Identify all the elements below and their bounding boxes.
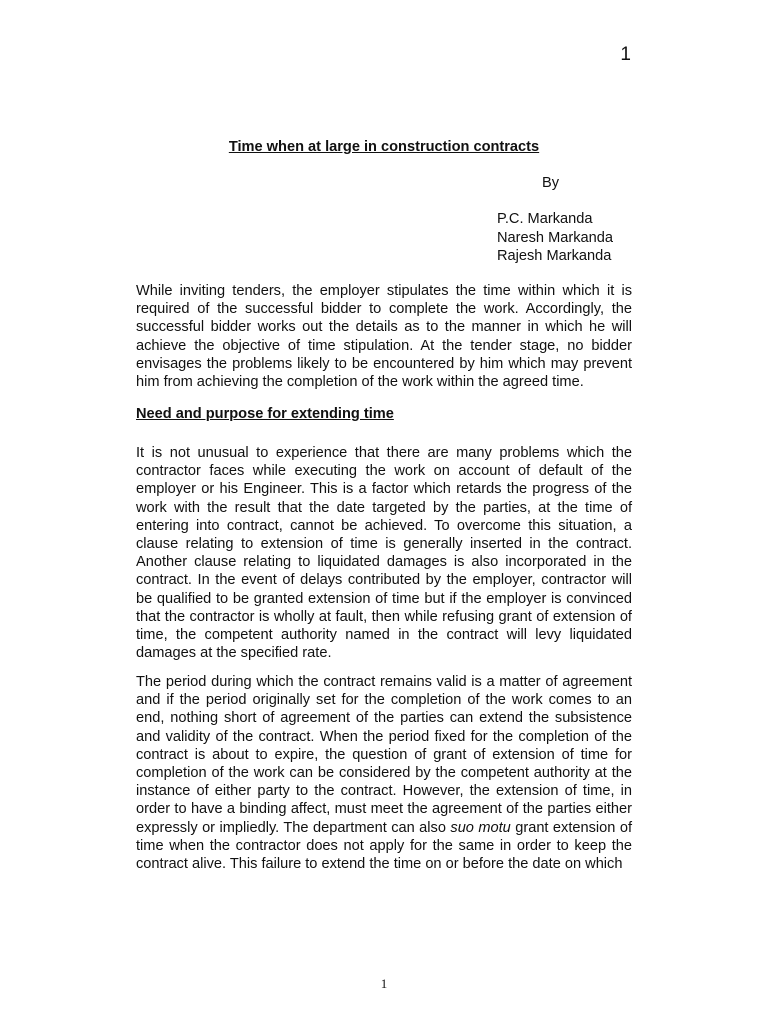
paragraph-text: The period during which the contract remains valid is a matter of agreement and if the period originally set for the completion of the work comes to an end, nothing short of agreement of the parties can extend the subsistence and validity of the contract. When the period fixed for the completion of the contract is about to expire, the question of grant of extension of time for completion of the work can be considered by the competent authority at the instance of either party to the contract. However, the extension of time, in order to have a binding affect, must meet the agreement of the parties either expressly or impliedly. The department can also [136, 674, 632, 836]
paragraph-text: grant extension of time when the contractor does not apply for the same in order to keep the contract alive. This failure to extend the time on or before the date on which [136, 819, 632, 873]
body-paragraph: It is not unusual to experience that there are many problems which the contractor faces while executing the work on account of default of the employer or his Engineer. This is a factor which retards the progress of the work with the result that the date targeted by the parties, at the time of entering into contract, cannot be achieved. To overcome this situation, a clause relating to extension of time is generally inserted in the contract. Another clause relating to liquidated damages is also incorporated in the contract. In the event of delays contributed by the employer, contractor will be qualified to be granted extension of time but if the employer is convinced that the contractor is wholly at fault, then while refusing grant of extension of time, the competent authority named in the contract will levy liquidated damages at the specified rate. [136, 445, 632, 662]
author-list [497, 210, 613, 266]
italic-term: suo motu [450, 819, 511, 836]
author-name: Rajesh Markanda [497, 248, 612, 265]
body-paragraph [136, 673, 632, 873]
author-name: Naresh Markanda [497, 229, 613, 246]
page-number-top: 1 [620, 44, 631, 65]
page-number-bottom: 1 [380, 976, 388, 991]
author-name: P.C. Markanda [497, 211, 593, 227]
document-title: Time when at large in construction contracts [228, 139, 540, 155]
section-heading: Need and purpose for extending time [136, 406, 394, 422]
byline: By [542, 175, 560, 191]
intro-paragraph: While inviting tenders, the employer stipulates the time within which it is required of the successful bidder to complete the work. Accordingly, the successful bidder works out the details as to the manner in which he will achieve the objective of time stipulation. At the tender stage, no bidder envisages the problems likely to be encountered by him which may prevent him from achieving the completion of the work within the agreed time. [136, 283, 632, 391]
